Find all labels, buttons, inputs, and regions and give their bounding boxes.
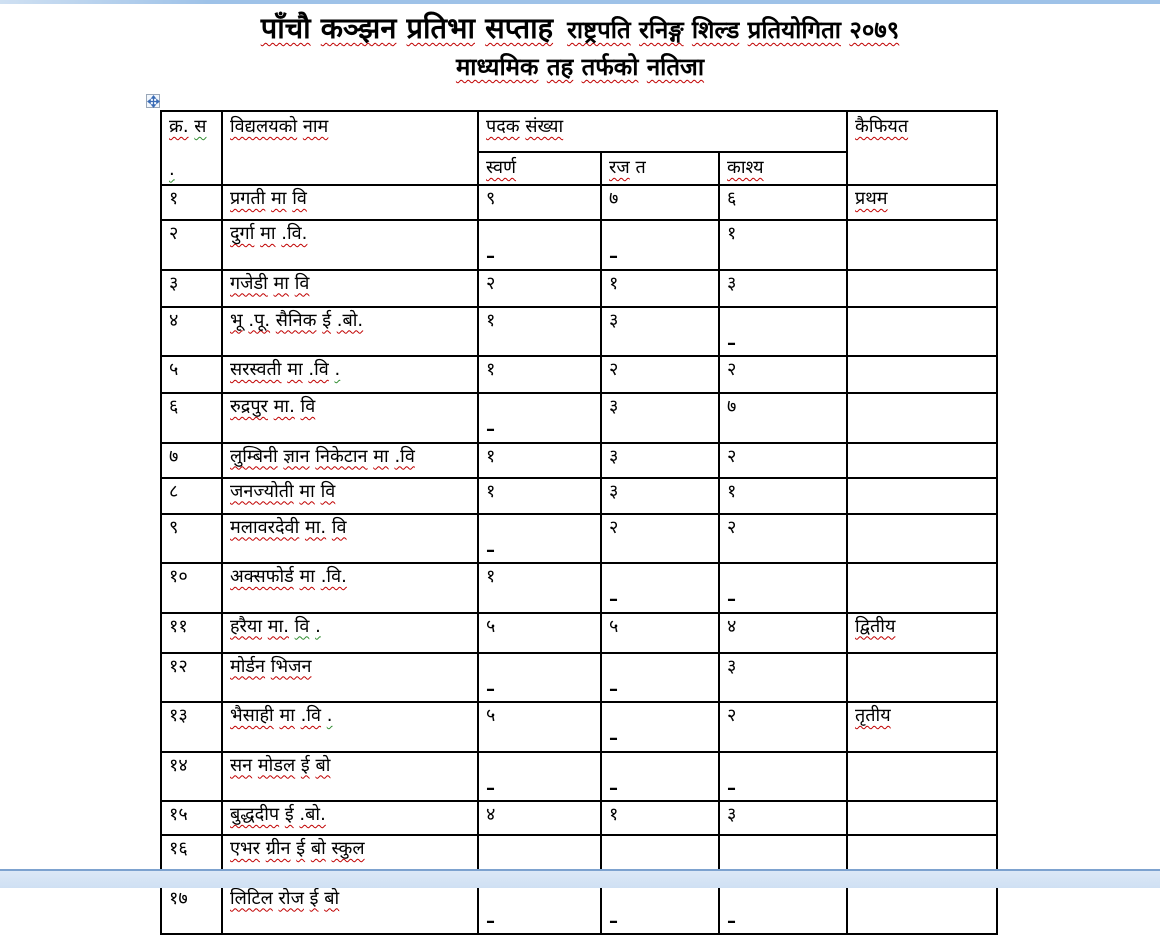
results-table-header xyxy=(161,111,997,185)
remark-cell[interactable]: प्रथम xyxy=(847,185,997,220)
school-name-cell[interactable]: एभर ग्रीन ई बो स्कुल xyxy=(222,835,478,885)
sn-cell[interactable]: ६ xyxy=(161,393,222,443)
sn-cell[interactable]: ७ xyxy=(161,443,222,478)
table-row xyxy=(161,653,997,703)
gold-cell[interactable]: – xyxy=(478,220,601,270)
remark-cell[interactable] xyxy=(847,514,997,564)
gold-cell[interactable]: ५ xyxy=(478,613,601,653)
sn-cell[interactable]: ११ xyxy=(161,613,222,653)
bronze-cell[interactable]: – xyxy=(719,885,847,935)
table-row xyxy=(161,443,997,478)
school-name-cell[interactable]: गजेडी मा वि xyxy=(222,270,478,307)
gold-cell[interactable]: ५ xyxy=(478,702,601,752)
header-bronze[interactable]: काश्य xyxy=(719,152,847,185)
gold-cell[interactable]: – xyxy=(478,885,601,935)
school-name-cell[interactable]: मोर्डन भिजन xyxy=(222,653,478,703)
sn-cell[interactable]: ५ xyxy=(161,356,222,393)
window-top-edge xyxy=(0,0,1160,4)
document-subtitle[interactable] xyxy=(0,50,1160,83)
bronze-cell[interactable]: ३ xyxy=(719,270,847,307)
school-name-cell[interactable]: प्रगती मा वि xyxy=(222,185,478,220)
school-name-cell[interactable]: सन मोडल ई बो xyxy=(222,752,478,802)
bronze-cell[interactable]: ४ xyxy=(719,613,847,653)
silver-cell[interactable]: – xyxy=(601,563,719,613)
remark-cell[interactable] xyxy=(847,220,997,270)
school-name-cell[interactable]: दुर्गा मा .वि. xyxy=(222,220,478,270)
subtitle-text: माध्यमिक तह तर्फको नतिजा xyxy=(455,53,705,81)
document-title[interactable] xyxy=(0,8,1160,47)
silver-cell[interactable]: २ xyxy=(601,356,719,393)
sn-cell[interactable]: ३ xyxy=(161,270,222,307)
school-name-cell[interactable]: अक्सफोर्ड मा .वि. xyxy=(222,563,478,613)
gold-cell[interactable]: १ xyxy=(478,478,601,514)
school-name-cell[interactable]: हरैया मा. वि . xyxy=(222,613,478,653)
remark-cell[interactable] xyxy=(847,307,997,357)
header-medal-count[interactable]: पदक संख्या xyxy=(478,111,847,152)
gold-cell[interactable]: ४ xyxy=(478,801,601,835)
silver-cell[interactable]: ५ xyxy=(601,613,719,653)
results-table xyxy=(160,110,998,935)
silver-cell[interactable]: – xyxy=(601,653,719,703)
bronze-cell[interactable]: १ xyxy=(719,220,847,270)
gold-cell[interactable]: १ xyxy=(478,443,601,478)
table-row xyxy=(161,185,997,220)
school-name-cell[interactable]: मलावरदेवी मा. वि xyxy=(222,514,478,564)
remark-cell[interactable] xyxy=(847,801,997,835)
school-name-cell[interactable]: लिटिल रोज ई बो xyxy=(222,885,478,935)
table-row xyxy=(161,514,997,564)
table-row xyxy=(161,563,997,613)
gold-cell[interactable]: १ xyxy=(478,307,601,357)
remark-cell[interactable] xyxy=(847,478,997,514)
gold-cell[interactable]: – xyxy=(478,393,601,443)
remark-cell[interactable] xyxy=(847,443,997,478)
bronze-cell[interactable]: – xyxy=(719,307,847,357)
bronze-cell[interactable]: २ xyxy=(719,443,847,478)
silver-cell[interactable]: – xyxy=(601,702,719,752)
header-school[interactable]: विद्यलयको नाम xyxy=(222,111,478,185)
table-row xyxy=(161,220,997,270)
bronze-cell[interactable]: ७ xyxy=(719,393,847,443)
silver-cell[interactable]: – xyxy=(601,220,719,270)
header-sn[interactable] xyxy=(161,111,222,185)
table-row xyxy=(161,393,997,443)
remark-cell[interactable] xyxy=(847,270,997,307)
table-row xyxy=(161,478,997,514)
remark-cell[interactable]: तृतीय xyxy=(847,702,997,752)
remark-cell[interactable] xyxy=(847,393,997,443)
sn-cell[interactable]: १६ xyxy=(161,835,222,885)
window-bottom-bar xyxy=(0,869,1160,888)
sn-cell[interactable]: ८ xyxy=(161,478,222,514)
remark-cell[interactable] xyxy=(847,563,997,613)
header-sn-line1: क्र. स xyxy=(169,116,207,137)
remark-cell[interactable] xyxy=(847,752,997,802)
school-name-cell[interactable]: सरस्वती मा .वि . xyxy=(222,356,478,393)
silver-cell[interactable]: ३ xyxy=(601,393,719,443)
sn-cell[interactable]: १४ xyxy=(161,752,222,802)
silver-cell[interactable]: २ xyxy=(601,514,719,564)
school-name-cell[interactable]: बुद्धदीप ई .बो. xyxy=(222,801,478,835)
table-row xyxy=(161,885,997,935)
bronze-cell[interactable]: ६ xyxy=(719,185,847,220)
silver-cell[interactable]: – xyxy=(601,885,719,935)
sn-cell[interactable]: ४ xyxy=(161,307,222,357)
sn-cell[interactable]: १३ xyxy=(161,702,222,752)
remark-cell[interactable]: द्वितीय xyxy=(847,613,997,653)
bronze-cell[interactable]: १ xyxy=(719,478,847,514)
bronze-cell[interactable]: २ xyxy=(719,702,847,752)
silver-cell[interactable]: ३ xyxy=(601,307,719,357)
sn-cell[interactable]: १ xyxy=(161,185,222,220)
results-table-body xyxy=(161,185,997,934)
sn-cell[interactable]: १२ xyxy=(161,653,222,703)
gold-cell[interactable]: १ xyxy=(478,356,601,393)
silver-cell[interactable]: १ xyxy=(601,801,719,835)
school-name-cell[interactable]: जनज्योती मा वि xyxy=(222,478,478,514)
gold-cell[interactable]: २ xyxy=(478,270,601,307)
silver-cell[interactable]: ७ xyxy=(601,185,719,220)
bronze-cell[interactable]: – xyxy=(719,563,847,613)
title-main-text: पाँचौ कञ्झन प्रतिभा सप्ताह xyxy=(260,11,554,45)
gold-cell[interactable]: – xyxy=(478,752,601,802)
table-row xyxy=(161,356,997,393)
gold-cell[interactable]: १ xyxy=(478,563,601,613)
table-move-handle-icon[interactable] xyxy=(146,94,160,108)
table-row xyxy=(161,270,997,307)
remark-cell[interactable] xyxy=(847,356,997,393)
bronze-cell[interactable]: २ xyxy=(719,514,847,564)
sn-cell[interactable]: १० xyxy=(161,563,222,613)
school-name-cell[interactable]: भू .पू. सैनिक ई .बो. xyxy=(222,307,478,357)
bronze-cell[interactable]: – xyxy=(719,752,847,802)
four-way-arrow-icon xyxy=(148,96,159,107)
table-row xyxy=(161,702,997,752)
bronze-cell[interactable]: ३ xyxy=(719,801,847,835)
title-sub-text: राष्ट्रपति रनिङ्ग शिल्ड प्रतियोगिता २०७९ xyxy=(567,16,900,44)
sn-cell[interactable]: २ xyxy=(161,220,222,270)
bronze-cell[interactable]: २ xyxy=(719,356,847,393)
table-row xyxy=(161,307,997,357)
table-row xyxy=(161,752,997,802)
school-name-cell[interactable]: भैसाही मा .वि . xyxy=(222,702,478,752)
silver-cell[interactable]: १ xyxy=(601,270,719,307)
header-row-1 xyxy=(161,111,997,152)
remark-cell[interactable] xyxy=(847,653,997,703)
sn-cell[interactable]: १५ xyxy=(161,801,222,835)
gold-cell[interactable]: – xyxy=(478,514,601,564)
gold-cell[interactable]: – xyxy=(478,653,601,703)
bronze-cell[interactable]: ३ xyxy=(719,653,847,703)
header-sn-line2: . xyxy=(169,158,175,180)
table-row xyxy=(161,613,997,653)
header-silver[interactable]: रज त xyxy=(601,152,719,185)
header-remarks[interactable]: कैफियत xyxy=(847,111,997,185)
remark-cell[interactable] xyxy=(847,885,997,935)
silver-cell[interactable]: ३ xyxy=(601,443,719,478)
header-gold[interactable]: स्वर्ण xyxy=(478,152,601,185)
silver-cell[interactable]: ३ xyxy=(601,478,719,514)
sn-cell[interactable]: १७ xyxy=(161,885,222,935)
gold-cell[interactable]: ९ xyxy=(478,185,601,220)
school-name-cell[interactable]: रुद्रपुर मा. वि xyxy=(222,393,478,443)
sn-cell[interactable]: ९ xyxy=(161,514,222,564)
school-name-cell[interactable]: लुम्बिनी ज्ञान निकेटान मा .वि xyxy=(222,443,478,478)
silver-cell[interactable]: – xyxy=(601,752,719,802)
table-row xyxy=(161,801,997,835)
